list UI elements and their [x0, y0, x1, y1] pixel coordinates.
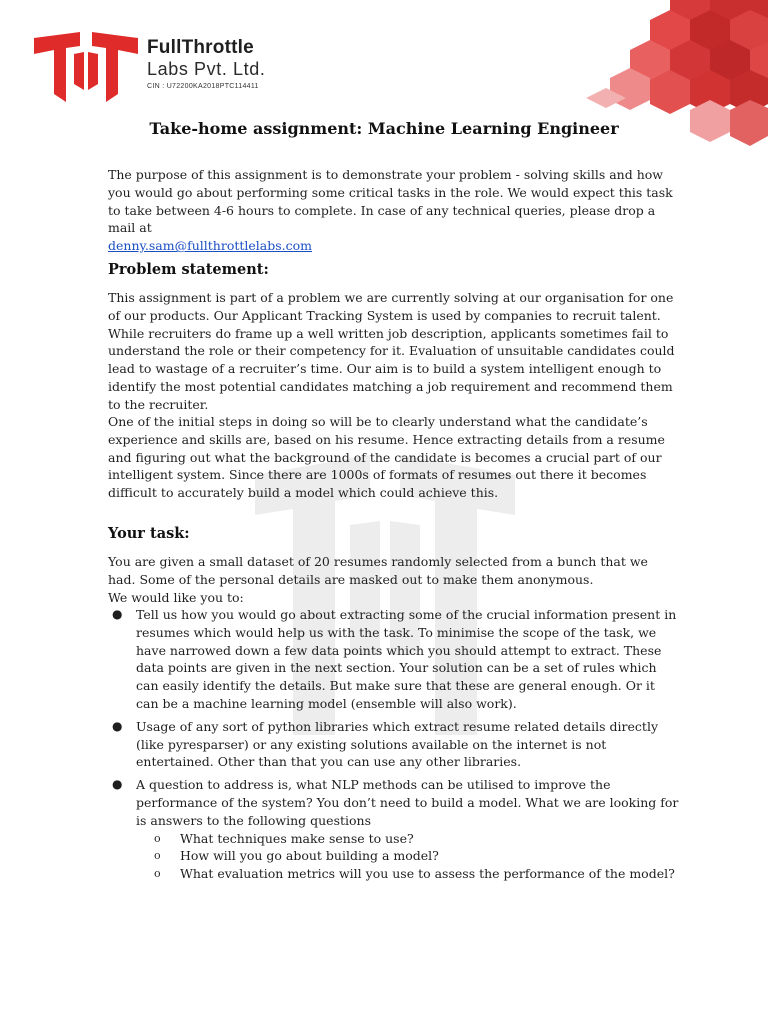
- sub-bullet-list: [136, 830, 680, 883]
- list-item: ● Usage of any sort of python libraries which extract resume related details directly (like pyresparser) or any existing solutions available on the internet is not entertained. Other than that you can use any other libraries.: [112, 718, 659, 770]
- list-item: ● A question to address is, what NLP methods can be utilised to improve the performance of the system? You don’t need to build a model. What we are looking for is answers to the following questions o What techniques make sense to use? o How will you go about building a model? o What evaluation metrics will you use to assess the performance of the model?: [112, 777, 679, 882]
- brand-logo-icon: [34, 32, 138, 102]
- circle-bullet-icon: o: [154, 849, 161, 863]
- problem-paragraph-2: One of the initial steps in doing so will be to clearly understand what the candidate’s experience and skills are, based on his resume. Hence extracting details from a resume and figuring out what the background of the candidate is becomes a crucial part of our intelligent system. Since there are 1000s of formats of resumes out there it becomes difficult to accurately build a model which could achieve this.: [108, 414, 665, 501]
- bullet-icon: ●: [112, 607, 123, 621]
- task-bullet-list: [108, 606, 680, 888]
- sub-list-item: o What techniques make sense to use?: [154, 830, 414, 846]
- task-intro-line-2: We would like you to:: [108, 589, 244, 605]
- document-title: Take-home assignment: Machine Learning Engineer: [149, 119, 619, 138]
- bullet-icon: ●: [112, 718, 123, 733]
- list-item: ● Tell us how you would go about extracting some of the crucial information present in resumes which would help us with the task. To minimise the scope of the task, we have narrowed down a few data points which you should attempt to extract. These data points are given in the next section. Your solution can be a set of rules which can easily identify the details. But make sure that these are general enough. Or it can be a machine learning model (ensemble will also work).: [112, 607, 677, 711]
- sub-list-item: o What evaluation metrics will you use to assess the performance of the model?: [154, 866, 675, 882]
- circle-bullet-icon: o: [154, 831, 161, 845]
- problem-paragraph-1: This assignment is part of a problem we are currently solving at our organisation for one of our products. Our Applicant Tracking System is used by companies to recruit talent. While recruiters do frame up a well written job description, applicants sometimes fail to understand the role or their competency for it. Evaluation of unsuitable candidates could lead to wastage of a recruiter’s time. Our aim is to build a system intelligent enough to identify the most potential candidates matching a job requirement and recommend them to the recruiter.: [108, 290, 675, 412]
- task-intro-paragraph: [108, 553, 678, 606]
- problem-statement-heading: Problem statement:: [108, 261, 269, 278]
- your-task-heading: Your task:: [108, 525, 190, 542]
- contact-email-link[interactable]: denny.sam@fullthrottlelabs.com: [108, 238, 313, 254]
- company-cin: CIN : U72200KA2018PTC114411: [147, 83, 259, 90]
- circle-bullet-icon: o: [154, 867, 161, 881]
- intro-text: The purpose of this assignment is to demonstrate your problem - solving skills and how you would go about performing some critical tasks in the role. We would expect this task to take between 4-6 hours to complete. In case of any technical queries, please drop a mail at: [108, 167, 673, 236]
- bullet-icon: ●: [112, 777, 123, 792]
- sub-list-item: o How will you go about building a model?: [154, 848, 439, 864]
- intro-paragraph: [108, 166, 678, 255]
- brand-name: FullThrottle: [147, 37, 254, 58]
- task-intro-line-1: You are given a small dataset of 20 resumes randomly selected from a bunch that we had. Some of the personal details are masked out to make them anonymous.: [108, 554, 648, 587]
- brand-subtitle: Labs Pvt. Ltd.: [147, 59, 266, 79]
